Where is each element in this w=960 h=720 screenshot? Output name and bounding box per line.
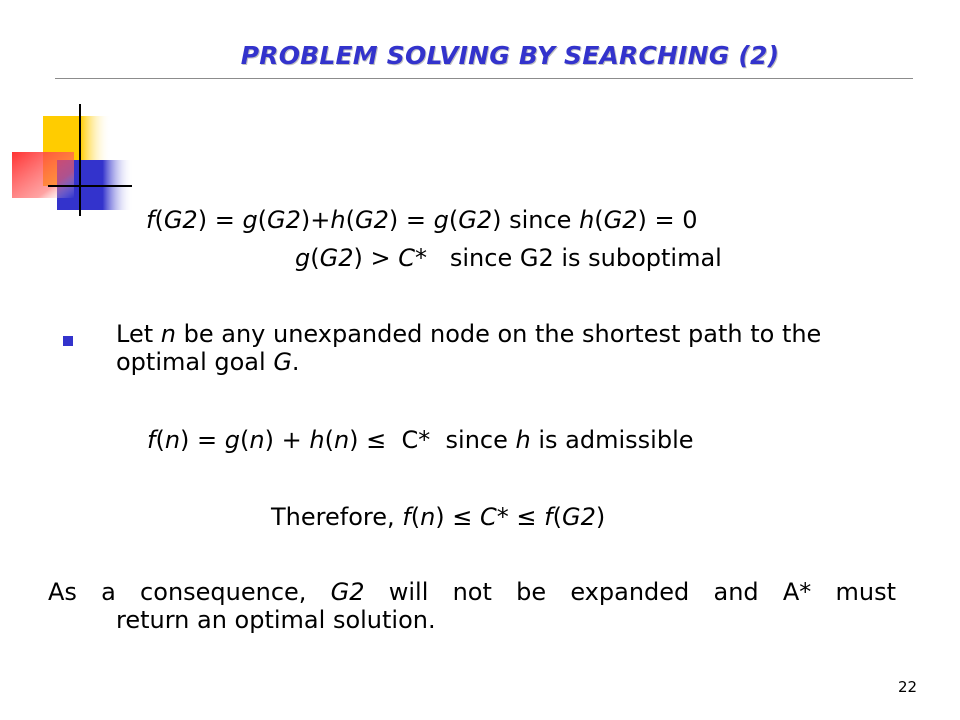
slide-title: PROBLEM SOLVING BY SEARCHING (2) — [240, 41, 780, 70]
equation-fG2: f(G2) = g(G2)+h(G2) = g(G2) since h(G2) = 0 — [146, 206, 698, 234]
bullet-item: Let n be any unexpanded node on the shortest path to the optimal goal G. — [116, 320, 822, 376]
page-number: 22 — [898, 678, 918, 696]
equation-fn: f(n) = g(n) + h(n) ≤ C* since h is admissible — [147, 426, 694, 454]
red-square — [12, 152, 74, 198]
equation-therefore: Therefore, f(n) ≤ C* ≤ f(G2) — [271, 503, 606, 531]
bullet-marker — [63, 336, 73, 346]
equation-gG2: g(G2) > C* since G2 is suboptimal — [295, 244, 722, 272]
title-divider — [55, 78, 913, 79]
conclusion-paragraph: As a consequence, G2 will not be expanded and A* must return an optimal solution. — [48, 578, 896, 634]
decorative-squares — [0, 0, 140, 220]
